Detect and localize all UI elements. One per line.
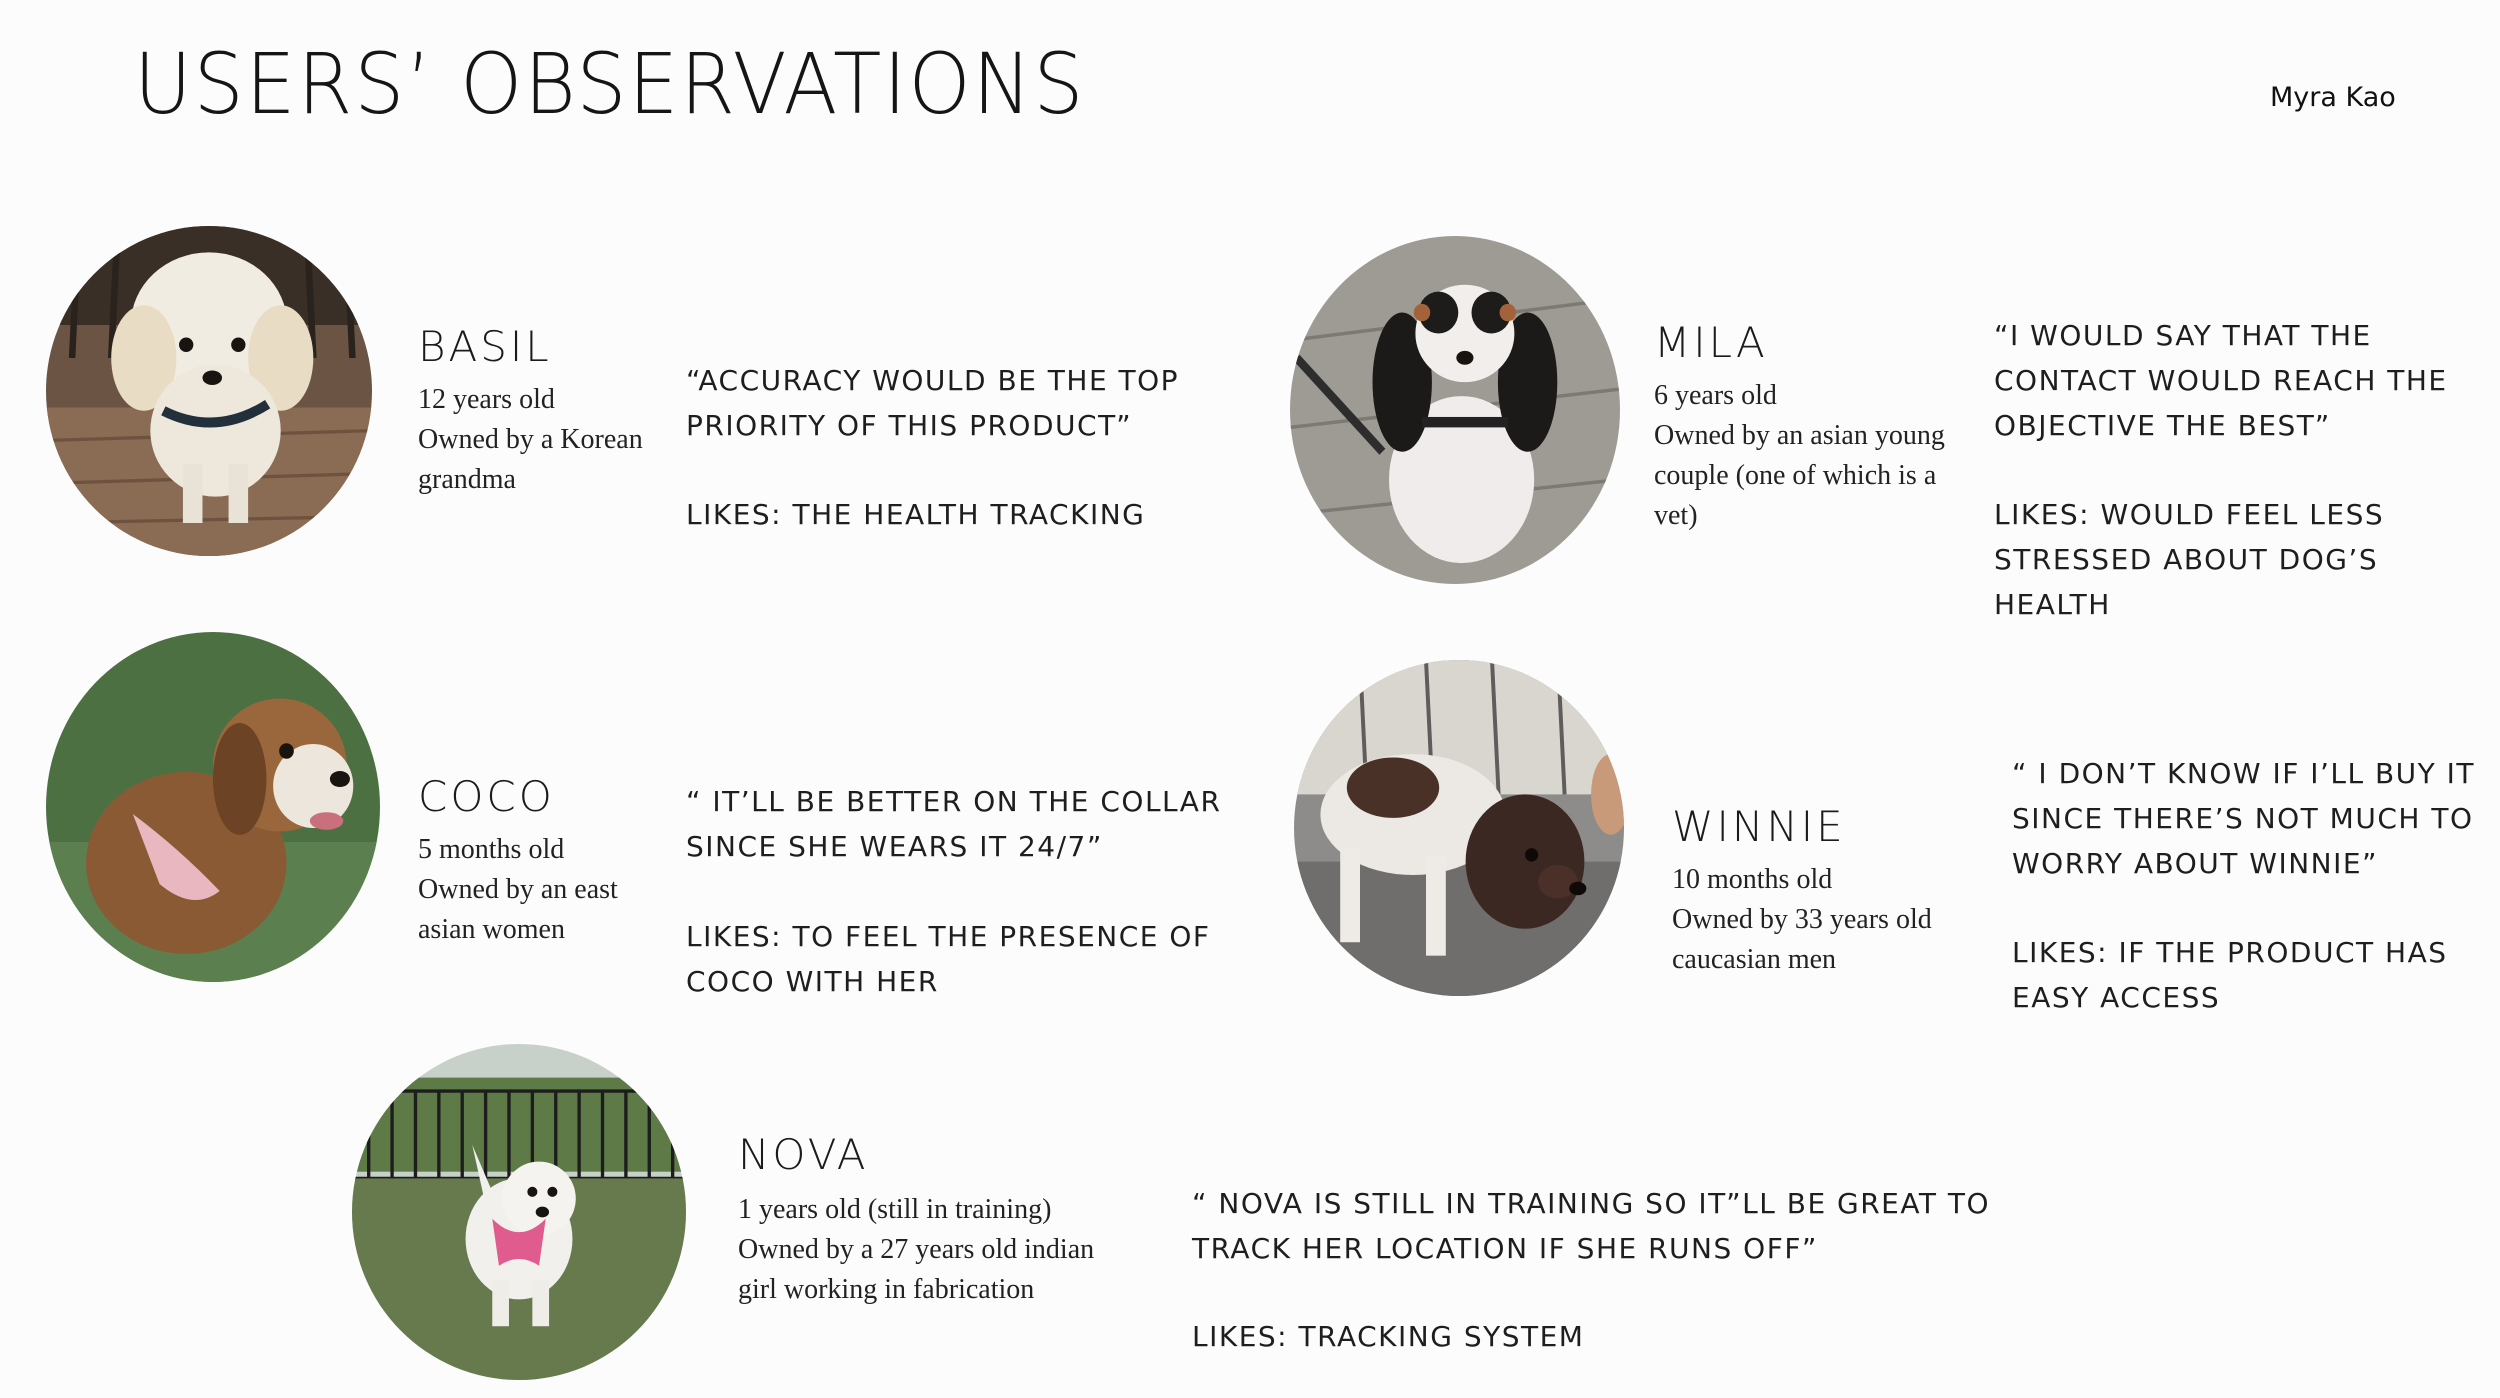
page-title: USERS’ OBSERVATIONS	[134, 35, 1086, 133]
profile-name-basil: BASIL	[418, 322, 552, 371]
profile-likes-nova	[1192, 1314, 1584, 1359]
likes-line: STRESSED ABOUT DOG’S	[1994, 543, 2379, 576]
profile-owner-line: Owned by a 27 years old indian	[738, 1234, 1095, 1265]
likes-line: LIKES: TRACKING SYSTEM	[1192, 1320, 1585, 1353]
author-name: Myra Kao	[2270, 82, 2396, 113]
profile-name-coco: COCO	[418, 772, 555, 821]
quote-line: “ACCURACY WOULD BE THE TOP	[686, 364, 1180, 397]
profile-owner-line: Owned by an asian young	[1654, 420, 1945, 451]
likes-line: HEALTH	[1994, 588, 2111, 621]
quote-line: TRACK HER LOCATION IF SHE RUNS OFF”	[1192, 1232, 1818, 1265]
profile-owner-line: caucasian men	[1672, 944, 1837, 975]
profile-owner-line: couple (one of which is a	[1654, 460, 1937, 491]
profile-quote-winnie	[2012, 751, 2475, 886]
brown-white-doodle-photo	[1294, 660, 1624, 996]
likes-line: LIKES: THE HEALTH TRACKING	[686, 498, 1146, 531]
profile-owner-line: Owned by a Korean	[418, 424, 643, 455]
profile-quote-basil	[686, 358, 1179, 448]
profile-info-nova	[738, 1190, 1094, 1310]
profile-owner-line: girl working in fabrication	[738, 1274, 1035, 1305]
quote-line: CONTACT WOULD REACH THE	[1994, 364, 2448, 397]
profile-info-mila	[1654, 376, 1945, 536]
profile-owner-line: Owned by 33 years old	[1672, 904, 1932, 935]
profile-likes-basil	[686, 492, 1145, 537]
profile-name-winnie: WINNIE	[1672, 802, 1846, 851]
quote-line: “ NOVA IS STILL IN TRAINING SO IT”LL BE GREAT TO	[1192, 1187, 1991, 1220]
profile-age: 5 months old	[418, 834, 565, 865]
profile-likes-mila	[1994, 492, 2384, 627]
likes-line: LIKES: TO FEEL THE PRESENCE OF	[686, 920, 1211, 953]
profile-owner-line: grandma	[418, 464, 516, 495]
profile-name-mila: MILA	[1654, 318, 1768, 367]
profile-age: 1 years old (still in training)	[738, 1194, 1052, 1225]
profile-name-nova: NOVA	[738, 1130, 869, 1179]
quote-line: OBJECTIVE THE BEST”	[1994, 409, 2331, 442]
profile-owner-line: Owned by an east	[418, 874, 618, 905]
quote-line: SINCE SHE WEARS IT 24/7”	[686, 830, 1103, 863]
profile-likes-winnie	[2012, 930, 2448, 1020]
quote-line: WORRY ABOUT WINNIE”	[2012, 847, 2379, 880]
profile-quote-coco	[686, 779, 1221, 869]
likes-line: EASY ACCESS	[2012, 981, 2221, 1014]
profile-owner-line: vet)	[1654, 500, 1698, 531]
likes-line: COCO WITH HER	[686, 965, 939, 998]
profile-owner-line: asian women	[418, 914, 565, 945]
cavalier-spaniel-photo	[1290, 236, 1620, 584]
white-poodle-photo	[46, 226, 372, 556]
quote-line: PRIORITY OF THIS PRODUCT”	[686, 409, 1133, 442]
profile-info-coco	[418, 830, 618, 950]
quote-line: “I WOULD SAY THAT THE	[1994, 319, 2372, 352]
westie-photo	[352, 1044, 686, 1380]
profile-info-basil	[418, 380, 643, 500]
profile-quote-mila	[1994, 313, 2448, 448]
profile-info-winnie	[1672, 860, 1932, 980]
quote-line: SINCE THERE’S NOT MUCH TO	[2012, 802, 2474, 835]
profile-likes-coco	[686, 914, 1211, 1004]
profile-quote-nova	[1192, 1181, 1990, 1271]
profile-age: 10 months old	[1672, 864, 1833, 895]
profile-age: 12 years old	[418, 384, 555, 415]
quote-line: “ I DON’T KNOW IF I’LL BUY IT	[2012, 757, 2476, 790]
likes-line: LIKES: WOULD FEEL LESS	[1994, 498, 2385, 531]
quote-line: “ IT’LL BE BETTER ON THE COLLAR	[686, 785, 1222, 818]
profile-age: 6 years old	[1654, 380, 1777, 411]
brown-cavapoo-photo	[46, 632, 380, 982]
likes-line: LIKES: IF THE PRODUCT HAS	[2012, 936, 2448, 969]
